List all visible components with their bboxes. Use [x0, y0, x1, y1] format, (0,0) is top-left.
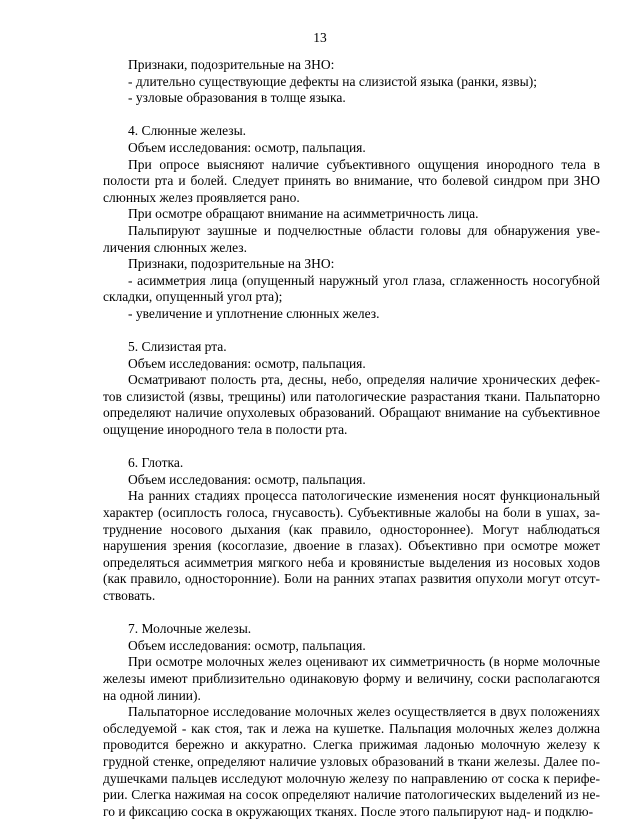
breast-paragraph-2: Пальпаторное исследование молочных желез осуществляется в двух положениях обследуемой - как стоя, так и лежа на кушетке. Пальпация молочных желез должна проводится бережно и аккуратно. Слегка прижимая ладонью молочную железу к грудной стенке, определяют наличие узловых образований в ткани железы. Далее подушечками пальцев исследуют молочную железу по направлению от соска к периферии. Слегка нажимая на сосок определяют наличие патологических выделений из него и фиксацию соска в окружающих тканях. После этого пальпируют над- и подклю- — [103, 704, 600, 819]
salivary-paragraph-1: При опросе выясняют наличие субъективного ощущения инородного тела в полости рта и болей. Следует принять во внимание, что болевой синдром при ЗНО слюнных желез проявляется рано. — [103, 156, 600, 205]
salivary-sign-1: - асимметрия лица (опущенный наружный угол глаза, сглаженность носогубной складки, опущенный угол рта); — [103, 272, 600, 305]
salivary-signs-title: Признаки, подозрительные на ЗНО: — [128, 256, 335, 272]
pharynx-paragraph-1: На ранних стадиях процесса патологические изменения носят функциональный характер (осиплость голоса, гнусавость). Субъективные жалобы на боли в ушах, затруднение носового дыхания (как правило, одностороннее). Могут наблюдаться нарушения зрения (косоглазие, двоение в глазах). Объективно при осмотре может определяться асимметрия мягкого неба и кровянистые выделения из носовых ходов (как правило, односторонние). Боли на ранних этапах развития опухоли могут отсутствовать. — [103, 488, 600, 603]
spacer — [103, 323, 600, 340]
tongue-sign-2: - узловые образования в толще языка. — [128, 90, 346, 106]
section-heading-breast: 7. Молочные железы. — [128, 621, 252, 637]
salivary-paragraph-2: При осмотре обращают внимание на асимметричность лица. — [128, 206, 479, 222]
breast-paragraph-1: При осмотре молочных желез оценивают их симметричность (в норме молочные железы имеют приблизительно одинаковую форму и величину, соски располагаются на одной линии). — [103, 654, 600, 703]
breast-scope: Объем исследования: осмотр, пальпация. — [128, 637, 366, 653]
page-body — [103, 57, 600, 820]
section-heading-salivary: 4. Слюнные железы. — [128, 123, 247, 139]
salivary-scope: Объем исследования: осмотр, пальпация. — [128, 139, 366, 155]
mouth-scope: Объем исследования: осмотр, пальпация. — [128, 355, 366, 371]
section-heading-mouth: 5. Слизистая рта. — [128, 339, 227, 355]
mouth-paragraph-1: Осматривают полость рта, десны, небо, определяя наличие хронических дефектов слизистой (язвы, трещины) или патологические разрастания ткани. Пальпаторно определяют наличие опухолевых образований. Обращают внимание на субъективное ощущение инородного тела в полости рта. — [103, 372, 600, 438]
tongue-signs-title: Признаки, подозрительные на ЗНО: — [128, 57, 335, 72]
spacer — [103, 605, 600, 622]
section-heading-pharynx: 6. Глотка. — [128, 455, 184, 471]
spacer — [103, 107, 600, 124]
pharynx-scope: Объем исследования: осмотр, пальпация. — [128, 471, 366, 487]
page-number: 13 — [313, 30, 327, 45]
salivary-sign-2: - увеличение и уплотнение слюнных желез. — [128, 305, 380, 321]
spacer — [103, 439, 600, 456]
tongue-sign-1: - длительно существующие дефекты на слизистой языка (ранки, язвы); — [128, 73, 537, 89]
salivary-paragraph-3: Пальпируют заушные и подчелюстные области головы для обнаружения увеличения слюнных желез. — [103, 222, 600, 255]
